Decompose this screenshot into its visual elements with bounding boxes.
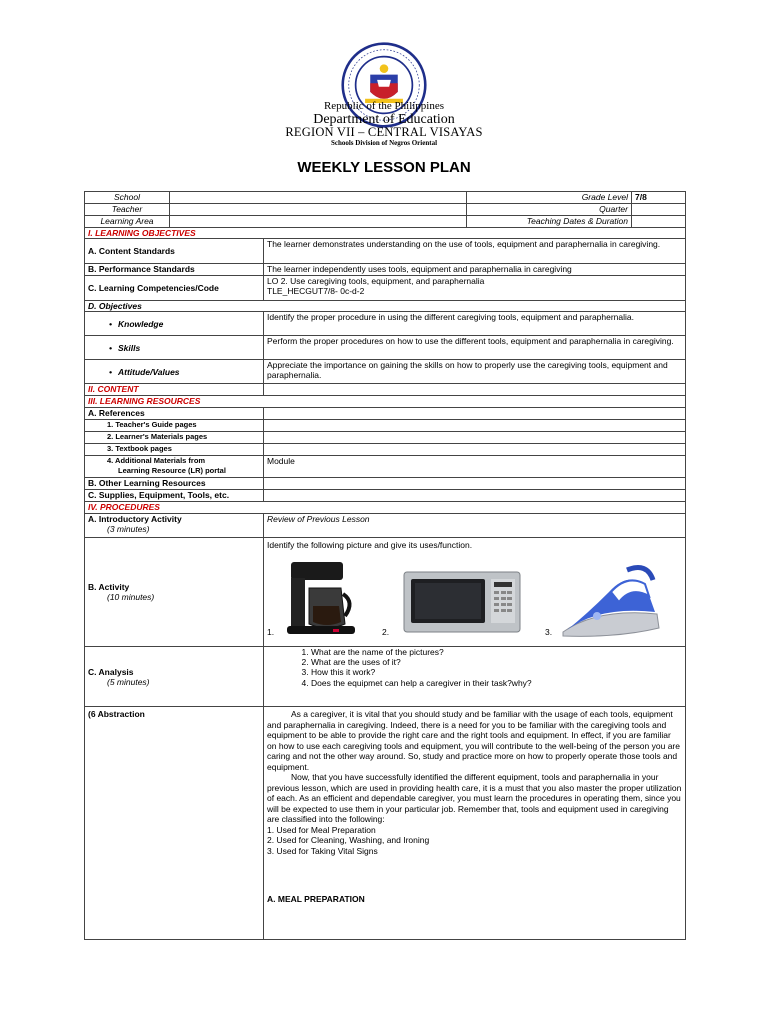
school-value <box>170 192 467 204</box>
lesson-plan-table <box>84 191 686 940</box>
grade-level-label: Grade Level <box>467 192 632 204</box>
competencies-label: C. Learning Competencies/Code <box>85 276 264 301</box>
classification-item: 1. Used for Meal Preparation <box>267 824 376 835</box>
intro-activity-label: A. Introductory Activity (3 minutes) <box>85 514 264 538</box>
objectives-header: I. LEARNING OBJECTIVES <box>85 228 686 239</box>
abstraction-value <box>264 707 686 940</box>
skills-label: • Skills <box>85 336 264 360</box>
teachers-guide-value <box>264 420 686 432</box>
performance-standards-label: B. Performance Standards <box>85 264 264 276</box>
coffee-maker-icon <box>283 558 361 638</box>
picture-number-3: 3. <box>545 627 553 637</box>
teachers-guide-label: 1. Teacher's Guide pages <box>85 420 264 432</box>
attitude-label: • Attitude/Values <box>85 360 264 384</box>
page-title: WEEKLY LESSON PLAN <box>297 159 471 176</box>
supplies-value <box>264 490 686 502</box>
competency-code: TLE_HECGUT7/8- 0c-d-2 <box>267 286 365 296</box>
knowledge-value: Identify the proper procedure in using the different caregiving tools, equipment and paraphernalia. <box>264 312 686 336</box>
procedures-header: IV. PROCEDURES <box>85 502 686 514</box>
meal-preparation-heading: A. MEAL PREPARATION <box>267 894 365 904</box>
learning-area-label: Learning Area <box>85 216 170 228</box>
quarter-value <box>632 204 686 216</box>
content-standards-value: The learner demonstrates understanding on the use of tools, equipment and paraphernalia in caregiving. <box>264 239 686 264</box>
supplies-label: C. Supplies, Equipment, Tools, etc. <box>85 490 264 502</box>
analysis-question: 3. How this it work? <box>311 667 682 677</box>
picture-number-1: 1. <box>267 627 275 637</box>
abstraction-paragraph-2: Now, that you have successfully identified the different equipment, tools and paraphernalia in your previous lesson, which are used in providing health care, it is a must that you also master the proper utilization of each. As an efficient and dependable caregiver, you must learn the procedures in operating them, since you will be expected to use them in your particular job. Remember that, tools and equipment used in caregiving are classified into the following: <box>267 772 682 824</box>
learners-materials-value <box>264 432 686 444</box>
activity-pictures <box>267 550 682 646</box>
quarter-label: Quarter <box>467 204 632 216</box>
competency-line: LO 2. Use caregiving tools, equipment, and paraphernalia <box>267 276 485 286</box>
department-line: Department of Education <box>313 112 455 127</box>
analysis-label: C. Analysis (5 minutes) <box>85 647 264 707</box>
activity-value <box>264 538 686 647</box>
classification-item: 3. Used for Taking Vital Signs <box>267 845 378 856</box>
content-header: II. CONTENT <box>85 384 264 396</box>
abstraction-label: (6 Abstraction <box>85 707 264 940</box>
references-label: A. References <box>85 408 264 420</box>
other-resources-value <box>264 478 686 490</box>
knowledge-label: • Knowledge <box>85 312 264 336</box>
region-line: REGION VII – CENTRAL VISAYAS <box>285 125 483 139</box>
content-value <box>264 384 686 396</box>
references-value <box>264 408 686 420</box>
dates-value <box>632 216 686 228</box>
analysis-questions <box>264 647 686 707</box>
grade-level-value: 7/8 <box>632 192 686 204</box>
classification-item: 2. Used for Cleaning, Washing, and Ironing <box>267 835 430 845</box>
other-resources-label: B. Other Learning Resources <box>85 478 264 490</box>
republic-line: Republic of the Philippines <box>323 100 445 112</box>
content-standards-label: A. Content Standards <box>85 239 264 264</box>
learners-materials-label: 2. Learner's Materials pages <box>85 432 264 444</box>
analysis-question: 2. What are the uses of it? <box>311 657 682 667</box>
activity-instruction: Identify the following picture and give its uses/function. <box>267 540 473 550</box>
analysis-question: 1. What are the name of the pictures? <box>311 647 682 657</box>
resources-header: III. LEARNING RESOURCES <box>85 396 686 408</box>
teacher-label: Teacher <box>85 204 170 216</box>
abstraction-paragraph-1: As a caregiver, it is vital that you should study and be familiar with the usage of each tools, equipment and paraphernalia in caregiving. Indeed, there is a need for you to be familiar with the caregiving tools and equipment to be able to provide the right care and the right tools and equipment. In effect, if you are familiar on how to use each caregiving tools and equipment, you will contribute to the well-being of the person you are caring and not the other way around. So, study and practice more on how to properly operate those tools and equipment. <box>267 709 680 772</box>
additional-materials-value: Module <box>264 456 686 478</box>
textbook-pages-value <box>264 444 686 456</box>
activity-label: B. Activity (10 minutes) <box>85 538 264 647</box>
analysis-question: 4. Does the equipmet can help a caregiver in their task?why? <box>311 678 682 688</box>
school-label: School <box>85 192 170 204</box>
attitude-value: Appreciate the importance on gaining the skills on how to properly use the caregiving tools, equipment and paraphernalia. <box>264 360 686 384</box>
textbook-pages-label: 3. Textbook pages <box>85 444 264 456</box>
picture-number-2: 2. <box>382 627 390 637</box>
learning-area-value <box>170 216 467 228</box>
objectives-label: D. Objectives <box>85 301 686 312</box>
division-line: Schools Division of Negros Oriental <box>330 139 438 147</box>
additional-materials-label: 4. Additional Materials from Learning Resource (LR) portal <box>85 456 264 478</box>
teacher-value <box>170 204 467 216</box>
skills-value: Perform the proper procedures on how to use the different tools, equipment and paraphernalia in caregiving. <box>264 336 686 360</box>
dates-label: Teaching Dates & Duration <box>467 216 632 228</box>
intro-activity-value: Review of Previous Lesson <box>264 514 686 538</box>
steam-iron-icon <box>557 562 665 640</box>
microwave-icon <box>403 570 521 634</box>
competencies-value <box>264 276 686 301</box>
performance-standards-value: The learner independently uses tools, equipment and paraphernalia in caregiving <box>264 264 686 276</box>
